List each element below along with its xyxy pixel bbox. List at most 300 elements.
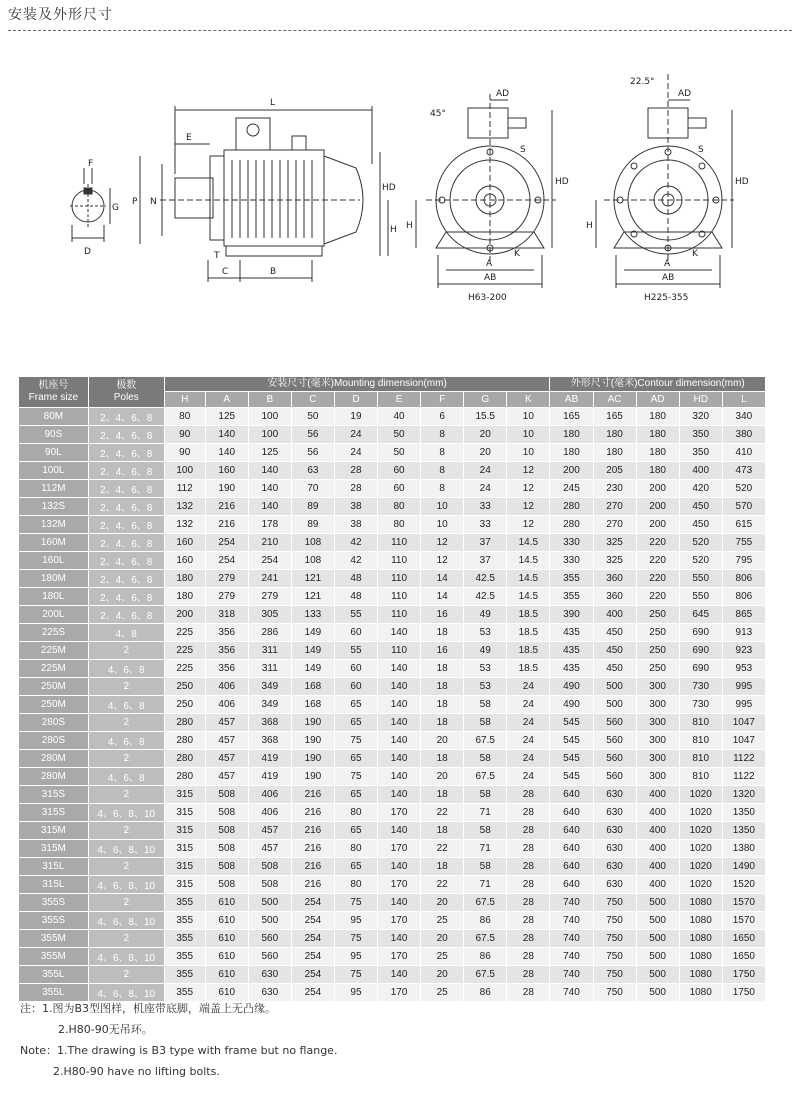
table-row <box>19 516 766 534</box>
frame-size-cell: 355M <box>19 948 89 966</box>
frame-size-cell: 132S <box>19 498 89 516</box>
dimension-cell: 1320 <box>722 786 765 804</box>
dimension-cell: 795 <box>722 552 765 570</box>
dimension-cell: 110 <box>378 552 421 570</box>
dimension-cell: 20 <box>421 894 464 912</box>
dimension-cell: 50 <box>291 408 334 426</box>
dimension-cell: 63 <box>291 462 334 480</box>
dimension-cell: 286 <box>248 624 291 642</box>
dimension-cell: 24 <box>464 462 507 480</box>
header-frame-size <box>19 377 89 408</box>
dimension-cell: 140 <box>378 768 421 786</box>
dimension-cell: 190 <box>291 750 334 768</box>
dimension-cell: 410 <box>722 444 765 462</box>
dimension-cell: 500 <box>593 696 636 714</box>
header-poles-en: Poles <box>113 392 139 403</box>
dimension-cell: 12 <box>507 498 550 516</box>
dimension-cell: 330 <box>550 534 593 552</box>
dimension-cell: 58 <box>464 714 507 732</box>
dimension-cell: 806 <box>722 588 765 606</box>
frame-size-cell: 80M <box>19 408 89 426</box>
table-row <box>19 624 766 642</box>
dimension-cell: 19 <box>334 408 377 426</box>
dimension-cell: 610 <box>205 948 248 966</box>
dimension-cell: 356 <box>205 642 248 660</box>
poles-cell: 2、4、6、8 <box>88 444 164 462</box>
dimension-cell: 18.5 <box>507 624 550 642</box>
dimension-cell: 610 <box>205 966 248 984</box>
frame-size-cell: 225M <box>19 660 89 678</box>
dimension-cell: 67.5 <box>464 768 507 786</box>
dimension-cell: 550 <box>679 570 722 588</box>
note-cn-prefix: 注： <box>20 1002 42 1015</box>
dimension-cell: 48 <box>334 570 377 588</box>
frame-size-cell: 280S <box>19 714 89 732</box>
dimension-cell: 225 <box>164 660 205 678</box>
dimension-cell: 1020 <box>679 858 722 876</box>
dim-label-AD-large: AD <box>678 89 692 99</box>
dimension-cell: 355 <box>164 912 205 930</box>
table-row <box>19 408 766 426</box>
dimension-cell: 75 <box>334 732 377 750</box>
dimension-cell: 690 <box>679 660 722 678</box>
table-row <box>19 840 766 858</box>
dimension-cell: 508 <box>205 876 248 894</box>
dimension-cell: 750 <box>593 930 636 948</box>
dimension-cell: 165 <box>593 408 636 426</box>
dimension-cell: 305 <box>248 606 291 624</box>
table-row <box>19 876 766 894</box>
dimension-cell: 12 <box>507 480 550 498</box>
poles-cell: 2、4、6、8 <box>88 480 164 498</box>
dimension-cell: 1020 <box>679 876 722 894</box>
poles-cell: 4、6、8 <box>88 732 164 750</box>
dimension-cell: 406 <box>205 678 248 696</box>
dimension-cell: 70 <box>291 480 334 498</box>
dimension-cell: 311 <box>248 642 291 660</box>
column-header-ad: AD <box>636 392 679 408</box>
frame-size-cell: 315M <box>19 840 89 858</box>
dimension-cell: 133 <box>291 606 334 624</box>
dimension-cell: 560 <box>593 750 636 768</box>
dimension-cell: 24 <box>507 714 550 732</box>
dimension-cell: 180 <box>636 426 679 444</box>
dimension-cell: 356 <box>205 624 248 642</box>
dimension-cell: 450 <box>593 660 636 678</box>
frame-size-cell: 355S <box>19 912 89 930</box>
dimension-cell: 53 <box>464 678 507 696</box>
dim-label-K-large: K <box>692 249 698 259</box>
poles-cell: 2、4、6、8 <box>88 588 164 606</box>
dimension-cell: 58 <box>464 858 507 876</box>
dimension-cell: 330 <box>550 552 593 570</box>
dimension-cell: 24 <box>334 444 377 462</box>
dimension-cell: 645 <box>679 606 722 624</box>
dimension-cell: 500 <box>248 894 291 912</box>
dimension-cell: 53 <box>464 624 507 642</box>
dimension-cell: 180 <box>550 444 593 462</box>
dimension-cell: 810 <box>679 768 722 786</box>
dimension-cell: 42.5 <box>464 588 507 606</box>
dimension-cell: 315 <box>164 840 205 858</box>
note-en-1: 1.The drawing is B3 type with frame but no flange. <box>57 1044 338 1057</box>
dimension-cell: 140 <box>205 444 248 462</box>
dim-label-E: E <box>186 133 192 143</box>
dimension-cell: 400 <box>636 876 679 894</box>
motor-front-view-large <box>596 74 734 288</box>
dim-label-T: T <box>214 251 220 261</box>
frame-size-cell: 160M <box>19 534 89 552</box>
dim-label-P: P <box>132 197 138 207</box>
dimension-cell: 100 <box>248 426 291 444</box>
poles-cell: 2、4、6、8 <box>88 534 164 552</box>
column-header-f: F <box>421 392 464 408</box>
dimension-cell: 730 <box>679 696 722 714</box>
dimension-cell: 170 <box>378 948 421 966</box>
dimension-cell: 630 <box>248 984 291 1002</box>
dim-label-H: H <box>390 225 397 235</box>
dimension-cell: 500 <box>636 894 679 912</box>
dimension-cell: 170 <box>378 804 421 822</box>
dimension-cell: 28 <box>507 894 550 912</box>
dimension-cell: 810 <box>679 714 722 732</box>
dimension-cell: 457 <box>248 822 291 840</box>
dimension-cell: 349 <box>248 696 291 714</box>
poles-cell: 4、6、8、10 <box>88 984 164 1002</box>
table-body <box>19 408 766 1002</box>
poles-cell: 2、4、6、8 <box>88 570 164 588</box>
frame-size-cell: 90L <box>19 444 89 462</box>
dimension-cell: 80 <box>378 516 421 534</box>
dimension-cell: 6 <box>421 408 464 426</box>
dimension-cell: 500 <box>636 930 679 948</box>
dim-label-H-large: H <box>586 221 593 231</box>
dimension-cell: 65 <box>334 822 377 840</box>
dimension-cell: 640 <box>550 804 593 822</box>
dimension-cell: 280 <box>164 768 205 786</box>
dimension-cell: 325 <box>593 534 636 552</box>
dimension-cell: 690 <box>679 642 722 660</box>
dimension-cell: 360 <box>593 588 636 606</box>
table-row <box>19 534 766 552</box>
dimension-cell: 108 <box>291 552 334 570</box>
dim-label-K-small: K <box>514 249 520 259</box>
dimension-cell: 1520 <box>722 876 765 894</box>
dimension-cell: 140 <box>248 498 291 516</box>
dimension-cell: 37 <box>464 552 507 570</box>
dimension-cell: 58 <box>464 696 507 714</box>
frame-size-cell: 355L <box>19 984 89 1002</box>
dimension-cell: 18 <box>421 714 464 732</box>
dim-label-AB-small: AB <box>484 273 497 283</box>
dimension-cell: 168 <box>291 678 334 696</box>
dimension-cell: 560 <box>593 714 636 732</box>
dimension-cell: 14 <box>421 570 464 588</box>
dimension-cell: 16 <box>421 606 464 624</box>
dimension-cell: 1020 <box>679 822 722 840</box>
dimension-cell: 545 <box>550 732 593 750</box>
header-poles-cn: 极数 <box>116 380 137 391</box>
dimension-cell: 457 <box>205 768 248 786</box>
dimension-cell: 25 <box>421 948 464 966</box>
frame-size-cell: 160L <box>19 552 89 570</box>
dimension-cell: 190 <box>291 768 334 786</box>
dimension-cell: 140 <box>378 714 421 732</box>
column-header-h: H <box>164 392 205 408</box>
dimension-cell: 400 <box>636 840 679 858</box>
dim-label-AD-small: AD <box>496 89 510 99</box>
dimension-cell: 406 <box>248 804 291 822</box>
column-header-g: G <box>464 392 507 408</box>
dimension-cell: 315 <box>164 858 205 876</box>
dimension-cell: 630 <box>593 786 636 804</box>
dimension-cell: 730 <box>679 678 722 696</box>
header-mounting-group: 安装尺寸(毫米)Mounting dimension(mm) <box>164 377 550 392</box>
frame-size-cell: 180L <box>19 588 89 606</box>
dimension-cell: 42.5 <box>464 570 507 588</box>
dimension-cell: 149 <box>291 642 334 660</box>
column-header-k: K <box>507 392 550 408</box>
dimension-cell: 121 <box>291 588 334 606</box>
dimension-cell: 450 <box>593 642 636 660</box>
poles-cell: 2、4、6、8 <box>88 426 164 444</box>
dimension-cell: 140 <box>378 930 421 948</box>
dimension-cell: 86 <box>464 984 507 1002</box>
dimension-cell: 230 <box>593 480 636 498</box>
dimension-cell: 750 <box>593 894 636 912</box>
dimension-cell: 508 <box>205 840 248 858</box>
dimension-cell: 24 <box>507 768 550 786</box>
dim-label-D: D <box>84 247 91 257</box>
dimension-cell: 24 <box>507 750 550 768</box>
dimension-cell: 806 <box>722 570 765 588</box>
angle-label-small: 45° <box>430 109 446 119</box>
frame-size-cell: 315L <box>19 876 89 894</box>
dimension-cell: 58 <box>464 750 507 768</box>
dimension-cell: 216 <box>291 786 334 804</box>
column-header-b: B <box>248 392 291 408</box>
dim-label-C: C <box>222 267 229 277</box>
table-row <box>19 912 766 930</box>
dimension-cell: 28 <box>507 804 550 822</box>
motor-side-view <box>140 106 388 282</box>
poles-cell: 2 <box>88 678 164 696</box>
dimension-cell: 560 <box>593 732 636 750</box>
dim-label-HD-large: HD <box>735 177 749 187</box>
dimension-cell: 355 <box>550 570 593 588</box>
dimension-cell: 220 <box>636 588 679 606</box>
frame-size-cell: 90S <box>19 426 89 444</box>
dimension-cell: 160 <box>205 462 248 480</box>
dimension-cell: 132 <box>164 498 205 516</box>
dimension-cell: 1380 <box>722 840 765 858</box>
dimension-cell: 953 <box>722 660 765 678</box>
dimension-cell: 250 <box>636 642 679 660</box>
dimension-cell: 12 <box>507 516 550 534</box>
table-row <box>19 570 766 588</box>
dimension-cell: 254 <box>205 552 248 570</box>
dimension-cell: 180 <box>550 426 593 444</box>
dimension-cell: 280 <box>164 750 205 768</box>
dimension-cell: 250 <box>164 678 205 696</box>
dimension-cell: 18 <box>421 696 464 714</box>
poles-cell: 2、4、6、8 <box>88 606 164 624</box>
table-row <box>19 498 766 516</box>
table-row <box>19 696 766 714</box>
dimension-cell: 913 <box>722 624 765 642</box>
dimension-cell: 140 <box>248 480 291 498</box>
dimension-cell: 28 <box>507 912 550 930</box>
table-row <box>19 444 766 462</box>
dimension-cell: 65 <box>334 750 377 768</box>
dim-label-F: F <box>88 159 94 169</box>
dimension-cell: 200 <box>636 516 679 534</box>
table-row <box>19 480 766 498</box>
poles-cell: 4、6、8、10 <box>88 912 164 930</box>
dimension-cell: 750 <box>593 948 636 966</box>
dimension-cell: 38 <box>334 516 377 534</box>
dimension-cell: 140 <box>378 750 421 768</box>
dimension-cell: 280 <box>550 498 593 516</box>
table-row <box>19 948 766 966</box>
frame-size-cell: 250M <box>19 696 89 714</box>
column-header-l: L <box>722 392 765 408</box>
dimension-cell: 315 <box>164 822 205 840</box>
dimension-cell: 10 <box>507 408 550 426</box>
dimension-cell: 254 <box>291 984 334 1002</box>
dimension-cell: 350 <box>679 444 722 462</box>
dimension-cell: 630 <box>593 876 636 894</box>
motor-drawings <box>0 60 800 320</box>
dimension-cell: 216 <box>205 498 248 516</box>
dimension-cell: 190 <box>291 732 334 750</box>
dimension-cell: 22 <box>421 804 464 822</box>
dimension-cell: 400 <box>636 786 679 804</box>
dimension-cell: 380 <box>722 426 765 444</box>
dimension-cell: 140 <box>378 678 421 696</box>
dimension-cell: 390 <box>550 606 593 624</box>
dimension-cell: 8 <box>421 444 464 462</box>
dimension-cell: 205 <box>593 462 636 480</box>
dimension-cell: 1350 <box>722 822 765 840</box>
dimension-cell: 560 <box>248 948 291 966</box>
dimension-cell: 225 <box>164 624 205 642</box>
dimension-cell: 216 <box>291 804 334 822</box>
dimension-cell: 457 <box>205 750 248 768</box>
dimension-cell: 216 <box>205 516 248 534</box>
dim-label-G: G <box>112 203 119 213</box>
poles-cell: 4、6、8 <box>88 660 164 678</box>
dimension-cell: 254 <box>291 930 334 948</box>
dimension-cell: 508 <box>205 786 248 804</box>
dimension-cell: 22 <box>421 840 464 858</box>
dimension-cell: 71 <box>464 876 507 894</box>
dim-label-HD-small: HD <box>555 177 569 187</box>
dimension-cell: 400 <box>593 606 636 624</box>
dimension-cell: 170 <box>378 876 421 894</box>
dimension-cell: 170 <box>378 840 421 858</box>
dimension-cell: 220 <box>636 552 679 570</box>
dimension-cell: 508 <box>205 822 248 840</box>
dim-label-H-small: H <box>406 221 413 231</box>
poles-cell: 2、4、6、8 <box>88 462 164 480</box>
header-frame-cn: 机座号 <box>38 380 69 391</box>
note-cn-2: 2.H80-90无吊环。 <box>58 1023 153 1036</box>
dimension-cell: 435 <box>550 624 593 642</box>
dimension-cell: 180 <box>164 570 205 588</box>
dimension-cell: 1080 <box>679 984 722 1002</box>
table-row <box>19 678 766 696</box>
dimension-cell: 640 <box>550 876 593 894</box>
dimension-cell: 508 <box>248 876 291 894</box>
dimension-cell: 400 <box>636 822 679 840</box>
dimension-cell: 400 <box>679 462 722 480</box>
dimension-cell: 140 <box>378 660 421 678</box>
dimension-cell: 110 <box>378 570 421 588</box>
dimension-cell: 14.5 <box>507 570 550 588</box>
dimension-cell: 220 <box>636 534 679 552</box>
dimension-cell: 16 <box>421 642 464 660</box>
dimension-cell: 12 <box>421 534 464 552</box>
dimension-cell: 28 <box>507 858 550 876</box>
dimension-cell: 406 <box>248 786 291 804</box>
dimension-cell: 24 <box>464 480 507 498</box>
dimension-cell: 80 <box>378 498 421 516</box>
dimension-cell: 28 <box>507 822 550 840</box>
dimension-cell: 250 <box>636 606 679 624</box>
dimension-cell: 1080 <box>679 948 722 966</box>
dimension-cell: 53 <box>464 660 507 678</box>
dim-label-A-large: A <box>664 259 671 269</box>
dimension-cell: 216 <box>291 822 334 840</box>
dimension-cell: 8 <box>421 480 464 498</box>
table-row <box>19 894 766 912</box>
table-row <box>19 462 766 480</box>
dimension-cell: 740 <box>550 984 593 1002</box>
note-en-2: 2.H80-90 have no lifting bolts. <box>53 1065 220 1078</box>
table-row <box>19 642 766 660</box>
table-row <box>19 426 766 444</box>
dimension-cell: 1122 <box>722 750 765 768</box>
poles-cell: 2、4、6、8 <box>88 516 164 534</box>
dimension-cell: 1122 <box>722 768 765 786</box>
dimension-cell: 140 <box>378 732 421 750</box>
dimension-cell: 67.5 <box>464 930 507 948</box>
dimension-cell: 180 <box>636 462 679 480</box>
dimension-cell: 20 <box>464 426 507 444</box>
dimension-cell: 40 <box>378 408 421 426</box>
dimension-cell: 25 <box>421 984 464 1002</box>
dimension-cell: 75 <box>334 894 377 912</box>
dimension-cell: 311 <box>248 660 291 678</box>
poles-cell: 2 <box>88 930 164 948</box>
dimension-cell: 355 <box>164 948 205 966</box>
dimension-table <box>18 376 766 1002</box>
frame-size-cell: 355M <box>19 930 89 948</box>
dim-label-B: B <box>270 267 277 277</box>
dimension-cell: 140 <box>378 624 421 642</box>
dimension-cell: 110 <box>378 588 421 606</box>
dimension-cell: 110 <box>378 606 421 624</box>
dim-label-S-small: S <box>520 145 526 155</box>
poles-cell: 2 <box>88 966 164 984</box>
dimension-cell: 500 <box>636 984 679 1002</box>
dimension-cell: 25 <box>421 912 464 930</box>
dimension-cell: 110 <box>378 534 421 552</box>
frame-size-cell: 280S <box>19 732 89 750</box>
dimension-cell: 95 <box>334 912 377 930</box>
table-row <box>19 768 766 786</box>
